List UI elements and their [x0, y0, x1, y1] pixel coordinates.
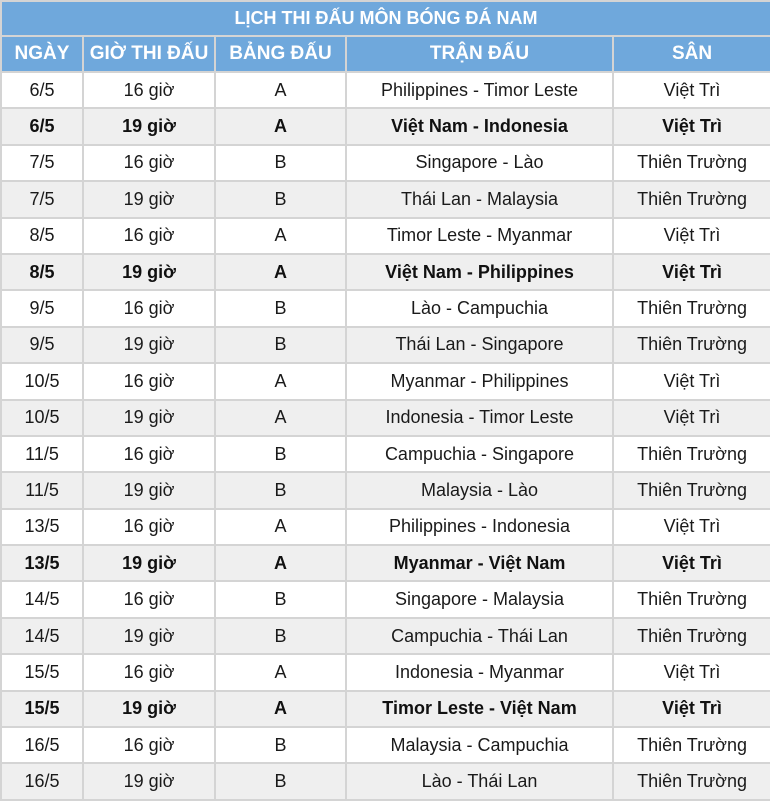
match-teams: Campuchia - Thái Lan — [346, 618, 613, 654]
match-time: 16 giờ — [83, 654, 215, 690]
match-venue: Việt Trì — [613, 654, 770, 690]
match-date: 8/5 — [1, 218, 83, 254]
table-row — [1, 472, 770, 508]
match-teams: Myanmar - Philippines — [346, 363, 613, 399]
table-row — [1, 618, 770, 654]
match-time: 19 giờ — [83, 618, 215, 654]
match-teams: Timor Leste - Myanmar — [346, 218, 613, 254]
match-venue: Thiên Trường — [613, 145, 770, 181]
table-row — [1, 545, 770, 581]
match-venue: Thiên Trường — [613, 181, 770, 217]
match-group: B — [215, 581, 346, 617]
match-date: 11/5 — [1, 436, 83, 472]
match-time: 16 giờ — [83, 436, 215, 472]
match-date: 7/5 — [1, 145, 83, 181]
match-group: A — [215, 363, 346, 399]
schedule-body — [1, 72, 770, 800]
match-group: A — [215, 509, 346, 545]
title-row — [1, 1, 770, 36]
table-row — [1, 727, 770, 763]
header-row — [1, 36, 770, 72]
match-venue: Việt Trì — [613, 218, 770, 254]
match-venue: Việt Trì — [613, 108, 770, 144]
match-venue: Việt Trì — [613, 254, 770, 290]
table-row — [1, 290, 770, 326]
match-time: 19 giờ — [83, 691, 215, 727]
match-date: 13/5 — [1, 545, 83, 581]
match-venue: Thiên Trường — [613, 727, 770, 763]
match-date: 15/5 — [1, 654, 83, 690]
match-venue: Thiên Trường — [613, 581, 770, 617]
match-time: 16 giờ — [83, 72, 215, 108]
match-date: 6/5 — [1, 108, 83, 144]
match-date: 13/5 — [1, 509, 83, 545]
match-date: 6/5 — [1, 72, 83, 108]
match-teams: Myanmar - Việt Nam — [346, 545, 613, 581]
table-row — [1, 145, 770, 181]
match-venue: Thiên Trường — [613, 618, 770, 654]
column-header-date: NGÀY — [1, 36, 83, 72]
match-time: 16 giờ — [83, 581, 215, 617]
table-title: LỊCH THI ĐẤU MÔN BÓNG ĐÁ NAM — [1, 1, 770, 36]
match-teams: Việt Nam - Philippines — [346, 254, 613, 290]
match-teams: Indonesia - Myanmar — [346, 654, 613, 690]
table-row — [1, 108, 770, 144]
match-teams: Lào - Thái Lan — [346, 763, 613, 799]
match-group: A — [215, 218, 346, 254]
match-teams: Thái Lan - Singapore — [346, 327, 613, 363]
match-date: 10/5 — [1, 363, 83, 399]
match-venue: Thiên Trường — [613, 290, 770, 326]
match-group: A — [215, 545, 346, 581]
match-group: B — [215, 472, 346, 508]
table-row — [1, 363, 770, 399]
match-teams: Philippines - Indonesia — [346, 509, 613, 545]
match-group: B — [215, 327, 346, 363]
match-group: B — [215, 181, 346, 217]
column-header-time: GIỜ THI ĐẤU — [83, 36, 215, 72]
match-date: 7/5 — [1, 181, 83, 217]
match-group: B — [215, 727, 346, 763]
match-venue: Việt Trì — [613, 691, 770, 727]
match-time: 16 giờ — [83, 363, 215, 399]
match-teams: Singapore - Malaysia — [346, 581, 613, 617]
match-date: 14/5 — [1, 618, 83, 654]
column-header-venue: SÂN — [613, 36, 770, 72]
match-date: 11/5 — [1, 472, 83, 508]
table-row — [1, 327, 770, 363]
match-time: 19 giờ — [83, 181, 215, 217]
table-row — [1, 581, 770, 617]
match-venue: Thiên Trường — [613, 436, 770, 472]
match-teams: Thái Lan - Malaysia — [346, 181, 613, 217]
match-venue: Việt Trì — [613, 509, 770, 545]
match-date: 8/5 — [1, 254, 83, 290]
table-row — [1, 400, 770, 436]
match-group: B — [215, 436, 346, 472]
match-time: 16 giờ — [83, 509, 215, 545]
match-time: 19 giờ — [83, 472, 215, 508]
match-teams: Timor Leste - Việt Nam — [346, 691, 613, 727]
match-group: A — [215, 72, 346, 108]
match-teams: Indonesia - Timor Leste — [346, 400, 613, 436]
match-time: 16 giờ — [83, 290, 215, 326]
match-date: 10/5 — [1, 400, 83, 436]
match-teams: Philippines - Timor Leste — [346, 72, 613, 108]
match-group: B — [215, 763, 346, 799]
table-row — [1, 654, 770, 690]
match-group: A — [215, 108, 346, 144]
match-venue: Thiên Trường — [613, 327, 770, 363]
match-group: B — [215, 618, 346, 654]
match-date: 14/5 — [1, 581, 83, 617]
table-row — [1, 254, 770, 290]
match-group: A — [215, 654, 346, 690]
match-group: B — [215, 145, 346, 181]
match-venue: Thiên Trường — [613, 763, 770, 799]
column-header-group: BẢNG ĐẤU — [215, 36, 346, 72]
match-venue: Việt Trì — [613, 545, 770, 581]
match-date: 9/5 — [1, 290, 83, 326]
table-row — [1, 691, 770, 727]
table-row — [1, 218, 770, 254]
match-time: 19 giờ — [83, 108, 215, 144]
table-row — [1, 181, 770, 217]
match-group: A — [215, 691, 346, 727]
match-time: 19 giờ — [83, 400, 215, 436]
match-group: A — [215, 400, 346, 436]
match-date: 16/5 — [1, 727, 83, 763]
match-date: 16/5 — [1, 763, 83, 799]
match-teams: Malaysia - Lào — [346, 472, 613, 508]
match-time: 19 giờ — [83, 327, 215, 363]
match-venue: Việt Trì — [613, 363, 770, 399]
match-time: 19 giờ — [83, 254, 215, 290]
table-row — [1, 509, 770, 545]
match-teams: Singapore - Lào — [346, 145, 613, 181]
column-header-match: TRẬN ĐẤU — [346, 36, 613, 72]
match-date: 15/5 — [1, 691, 83, 727]
match-teams: Lào - Campuchia — [346, 290, 613, 326]
match-venue: Việt Trì — [613, 400, 770, 436]
table-row — [1, 72, 770, 108]
match-teams: Campuchia - Singapore — [346, 436, 613, 472]
table-row — [1, 436, 770, 472]
match-group: B — [215, 290, 346, 326]
match-teams: Malaysia - Campuchia — [346, 727, 613, 763]
match-time: 16 giờ — [83, 145, 215, 181]
match-teams: Việt Nam - Indonesia — [346, 108, 613, 144]
match-date: 9/5 — [1, 327, 83, 363]
table-row — [1, 763, 770, 799]
match-time: 16 giờ — [83, 218, 215, 254]
match-venue: Thiên Trường — [613, 472, 770, 508]
match-time: 19 giờ — [83, 763, 215, 799]
match-venue: Việt Trì — [613, 72, 770, 108]
match-time: 19 giờ — [83, 545, 215, 581]
match-time: 16 giờ — [83, 727, 215, 763]
match-group: A — [215, 254, 346, 290]
